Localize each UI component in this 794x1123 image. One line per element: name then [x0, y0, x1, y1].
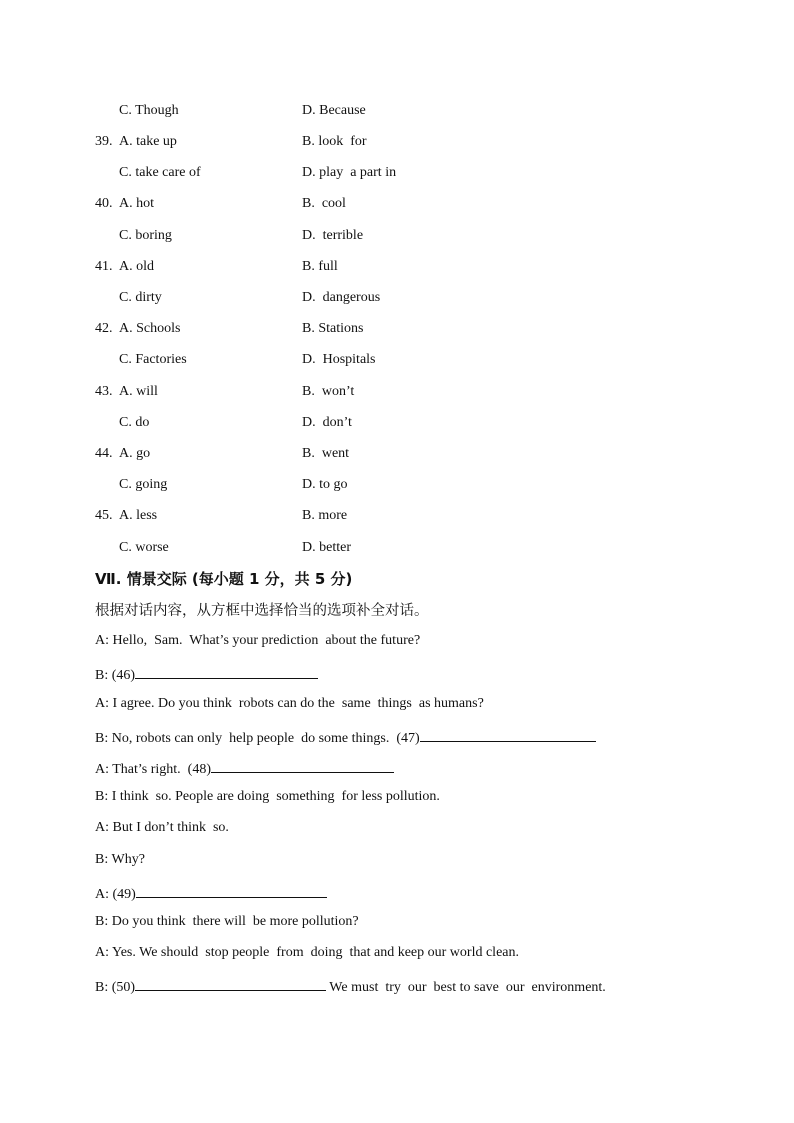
option-row — [0, 415, 794, 437]
option-row — [0, 103, 794, 125]
question-number: 45. — [95, 508, 113, 523]
option-right: D. Hospitals — [302, 352, 376, 367]
dialogue-text: A: (49) — [95, 887, 136, 902]
option-left: A. will — [119, 384, 158, 399]
option-row — [0, 228, 794, 250]
question-number: 42. — [95, 321, 113, 336]
dialogue-line — [95, 820, 229, 842]
question-number: 43. — [95, 384, 113, 399]
option-row — [0, 196, 794, 218]
dialogue-line — [95, 633, 420, 655]
option-row — [0, 540, 794, 562]
dialogue-line — [95, 976, 606, 998]
question-number: 41. — [95, 259, 113, 274]
option-row — [0, 165, 794, 187]
dialogue-text: B: I think so. People are doing something for less pollution. — [95, 789, 440, 804]
dialogue-line — [95, 789, 440, 811]
question-number: 44. — [95, 446, 113, 461]
dialogue-line — [95, 914, 359, 936]
option-right: B. look for — [302, 134, 367, 149]
option-left: A. old — [119, 259, 154, 274]
option-row — [0, 477, 794, 499]
option-row — [0, 446, 794, 468]
dialogue-line — [95, 664, 318, 686]
option-left: A. go — [119, 446, 151, 461]
option-right: B. won’t — [302, 384, 355, 399]
option-left: A. hot — [119, 196, 154, 211]
dialogue-text: B: (46) — [95, 668, 136, 683]
option-left: C. Though — [119, 103, 179, 118]
option-row — [0, 134, 794, 156]
dialogue-line — [95, 727, 596, 749]
answer-blank-48[interactable] — [211, 758, 394, 773]
option-right: B. went — [302, 446, 350, 461]
dialogue-text: B: (50) — [95, 980, 136, 995]
dialogue-text: B: Do you think there will be more pollution? — [95, 914, 359, 929]
option-left: A. Schools — [119, 321, 181, 336]
question-number: 39. — [95, 134, 113, 149]
answer-blank-49[interactable] — [136, 883, 327, 898]
option-left: C. dirty — [119, 290, 162, 305]
dialogue-line — [95, 945, 519, 967]
option-right: B. cool — [302, 196, 346, 211]
option-right: D. play a part in — [302, 165, 397, 180]
option-right: D. dangerous — [302, 290, 381, 305]
option-left: A. take up — [119, 134, 177, 149]
question-number: 40. — [95, 196, 113, 211]
dialogue-line — [95, 696, 484, 718]
answer-blank-46[interactable] — [135, 664, 318, 679]
dialogue-text: A: Hello, Sam. What’s your prediction about the future? — [95, 633, 421, 648]
answer-blank-47[interactable] — [420, 727, 596, 742]
option-right: B. more — [302, 508, 348, 523]
option-left: C. boring — [119, 228, 172, 243]
dialogue-text: B: No, robots can only help people do some things. (47) — [95, 731, 420, 746]
option-right: B. full — [302, 259, 338, 274]
option-row — [0, 321, 794, 343]
option-row — [0, 384, 794, 406]
dialogue-text: A: That’s right. (48) — [95, 762, 212, 777]
option-left: C. take care of — [119, 165, 201, 180]
option-left: C. worse — [119, 540, 169, 555]
dialogue-text: A: But I don’t think so. — [95, 820, 229, 835]
dialogue-text: A: I agree. Do you think robots can do the same things as humans? — [95, 696, 484, 711]
dialogue-text-after: We must try our best to save our environment. — [326, 980, 606, 995]
section-heading: Ⅶ. 情景交际 (每小题 1 分，共 5 分) — [95, 570, 353, 588]
option-left: A. less — [119, 508, 158, 523]
dialogue-text: B: Why? — [95, 852, 145, 867]
option-right: D. Because — [302, 103, 366, 118]
section-instruction: 根据对话内容，从方框中选择恰当的选项补全对话。 — [95, 603, 429, 619]
option-right: B. Stations — [302, 321, 364, 336]
option-row — [0, 259, 794, 281]
option-right: D. don’t — [302, 415, 352, 430]
answer-blank-50[interactable] — [135, 976, 326, 991]
dialogue-text: A: Yes. We should stop people from doing that and keep our world clean. — [95, 945, 519, 960]
option-row — [0, 508, 794, 530]
option-right: D. terrible — [302, 228, 364, 243]
dialogue-line — [95, 883, 327, 905]
dialogue-line — [95, 852, 145, 874]
dialogue-line — [95, 758, 394, 780]
option-left: C. do — [119, 415, 150, 430]
option-right: D. better — [302, 540, 351, 555]
option-row — [0, 352, 794, 374]
option-left: C. Factories — [119, 352, 187, 367]
option-row — [0, 290, 794, 312]
option-left: C. going — [119, 477, 168, 492]
option-right: D. to go — [302, 477, 348, 492]
